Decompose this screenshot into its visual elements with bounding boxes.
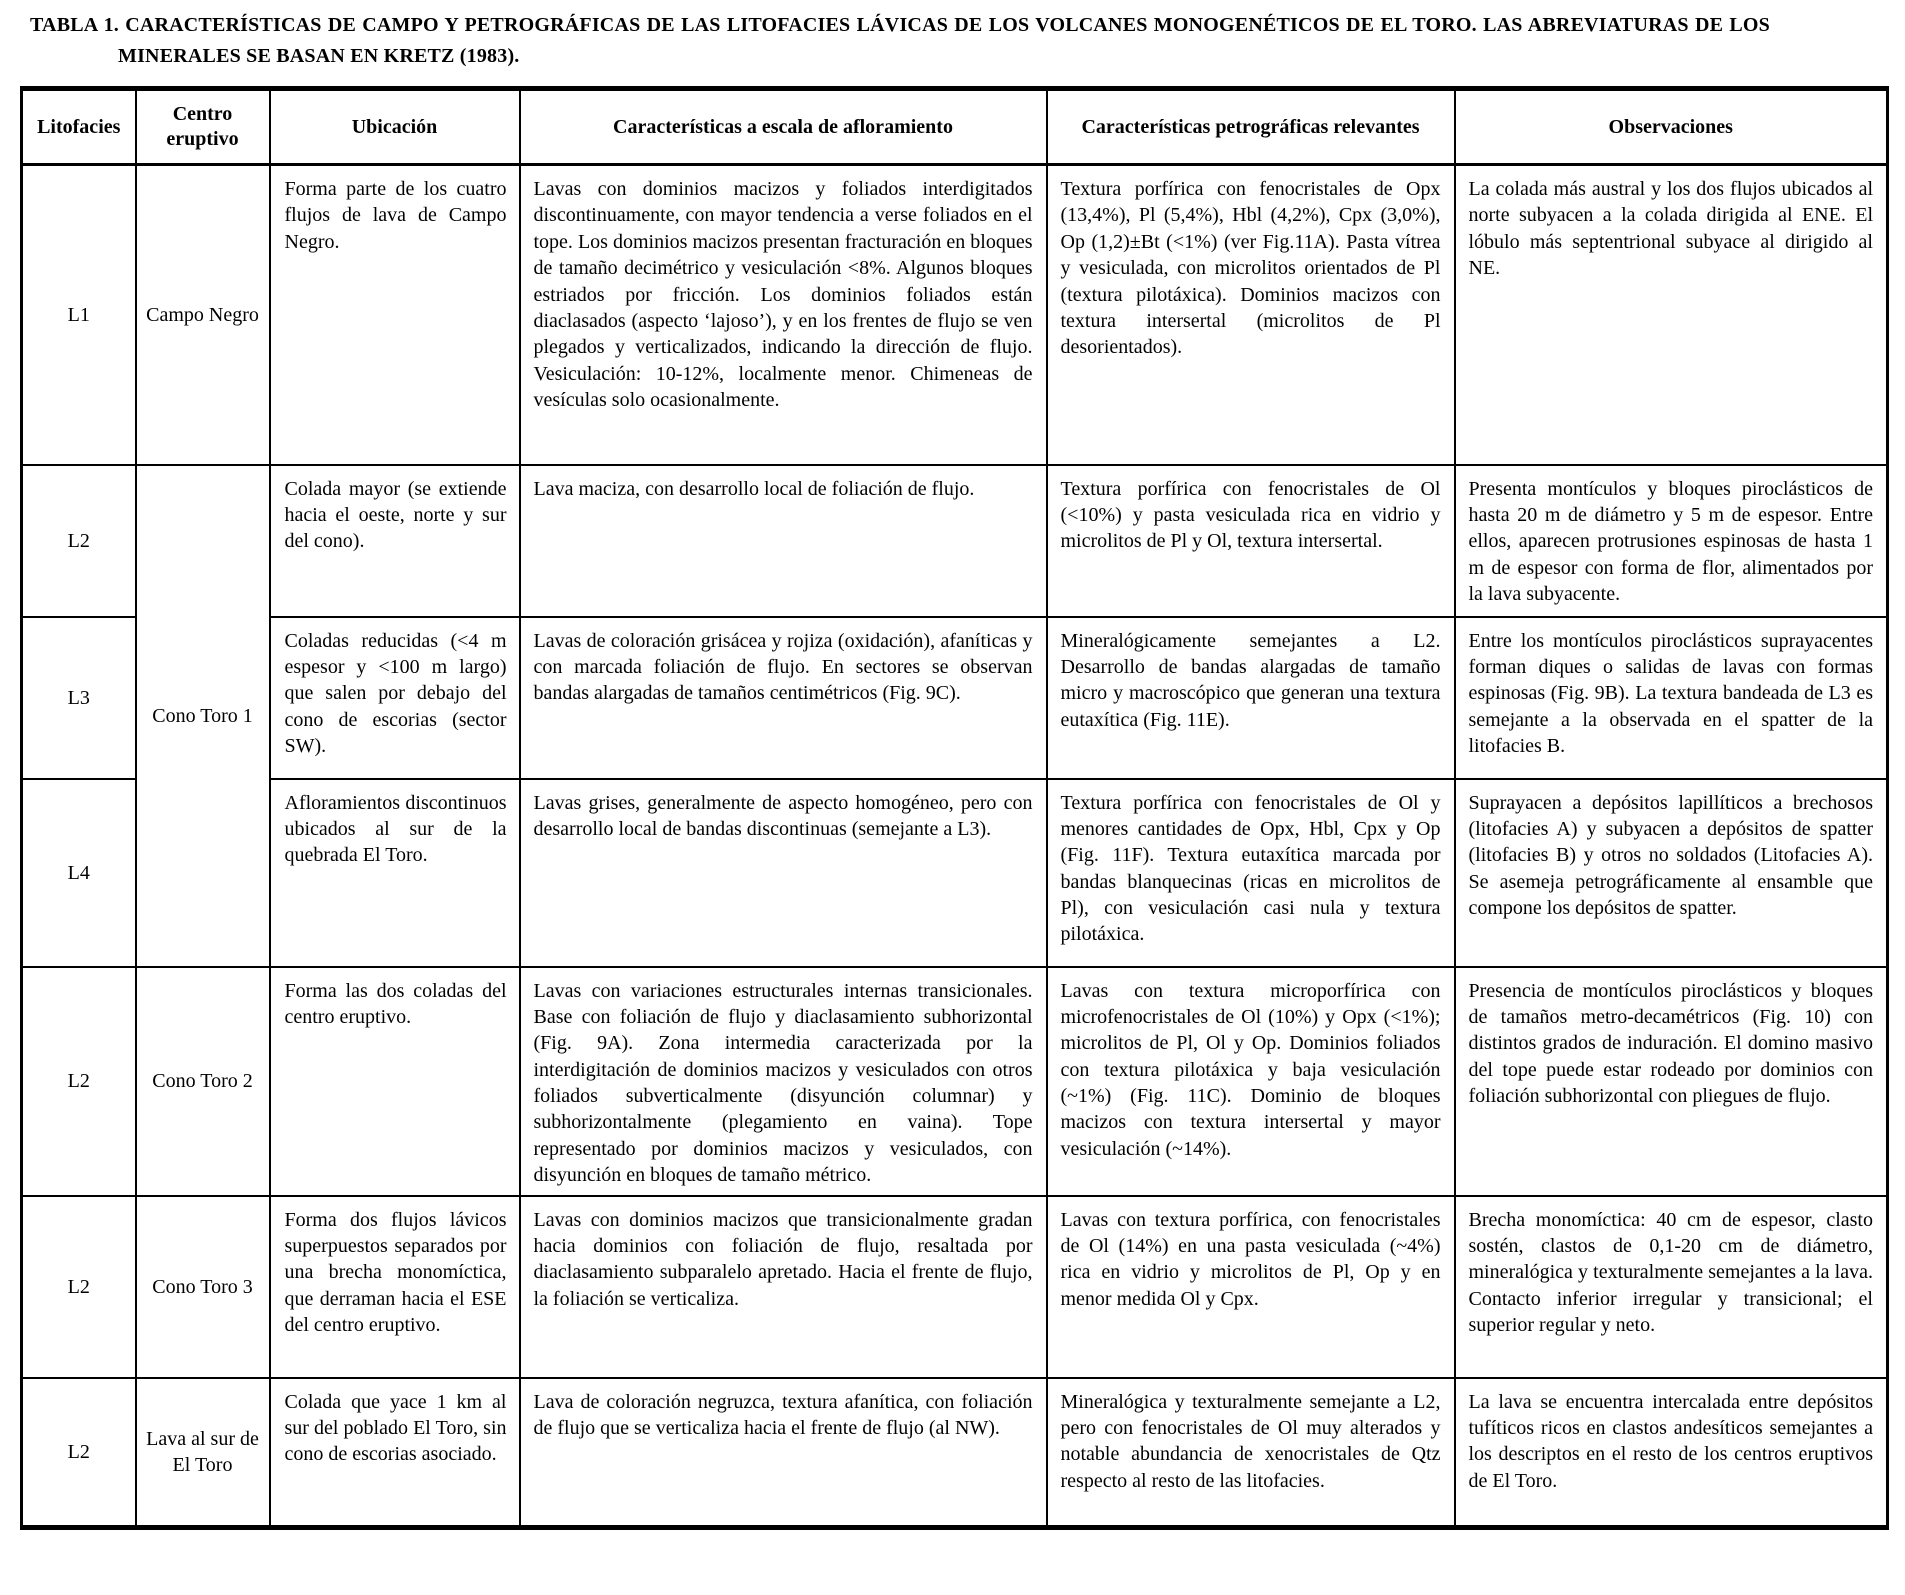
cell-observaciones: Brecha monomíctica: 40 cm de espesor, clasto sostén, clastos de 0,1-20 cm de diámetro, mineralógica y texturalmente semejantes a la lava. Contacto inferior irregular y transicional; el superior regular y neto. xyxy=(1455,1196,1888,1378)
cell-observaciones: Entre los montículos piroclásticos suprayacentes forman diques o salidas de lavas con formas espinosas (Fig. 9B). La textura bandeada de L3 es semejante a la observada en el spatter de la litofacies B. xyxy=(1455,617,1888,779)
cell-litofacies: L2 xyxy=(22,967,136,1196)
cell-ubicacion: Forma parte de los cuatro flujos de lava de Campo Negro. xyxy=(270,165,520,465)
cell-petrografia: Mineralógica y texturalmente semejante a L2, pero con fenocristales de Ol muy alterados y notable abundancia de xenocristales de Qtz respecto al resto de las litofacies. xyxy=(1047,1378,1455,1528)
header-observaciones: Observaciones xyxy=(1455,89,1888,165)
header-afloramiento: Características a escala de afloramiento xyxy=(520,89,1047,165)
header-petrograficas: Características petrográficas relevantes xyxy=(1047,89,1455,165)
cell-afloramiento: Lavas de coloración grisácea y rojiza (oxidación), afaníticas y con marcada foliación de flujo. En sectores se observan bandas alargadas de tamaños centimétricos (Fig. 9C). xyxy=(520,617,1047,779)
cell-afloramiento: Lavas grises, generalmente de aspecto homogéneo, pero con desarrollo local de bandas discontinuas (semejante a L3). xyxy=(520,779,1047,967)
cell-petrografia: Textura porfírica con fenocristales de Opx (13,4%), Pl (5,4%), Hbl (4,2%), Cpx (3,0%), Op (1,2)±Bt (<1%) (ver Fig.11A). Pasta vítrea y vesiculada, con microlitos orientados de Pl (textura pilotáxica). Dominios macizos con textura intersertal (microlitos de Pl desorientados). xyxy=(1047,165,1455,465)
table-row-l1-campo-negro xyxy=(22,165,1888,465)
cell-litofacies: L2 xyxy=(22,1196,136,1378)
table-row-l2-lava-sur xyxy=(22,1378,1888,1528)
litofacies-table xyxy=(20,86,1889,1530)
cell-litofacies: L2 xyxy=(22,1378,136,1528)
cell-petrografia: Lavas con textura microporfírica con microfenocristales de Ol (10%) y Opx (<1%); microlitos de Pl, Ol y Op. Dominios foliados con textura pilotáxica y baja vesiculación (~1%) (Fig. 11C). Dominio de bloques macizos con textura intersertal y mayor vesiculación (~14%). xyxy=(1047,967,1455,1196)
cell-afloramiento: Lavas con dominios macizos y foliados interdigitados discontinuamente, con mayor tendencia a verse foliados en el tope. Los dominios macizos presentan fracturación en bloques de tamaño decimétrico y vesiculación <8%. Algunos bloques estriados por fricción. Los dominios foliados están diaclasados (aspecto ‘lajoso’), y en los frentes de flujo se ven plegados y verticalizados, indicando la dirección de flujo. Vesiculación: 10-12%, localmente menor. Chimeneas de vesículas solo ocasionalmente. xyxy=(520,165,1047,465)
cell-observaciones: La colada más austral y los dos flujos ubicados al norte subyacen a la colada dirigida al ENE. El lóbulo más septentrional subyace al dirigido al NE. xyxy=(1455,165,1888,465)
table-row-l2-cono-toro-2 xyxy=(22,967,1888,1196)
cell-afloramiento: Lavas con dominios macizos que transicionalmente gradan hacia dominios con foliación de flujo, resaltada por diaclasamiento subparalelo apretado. Hacia el frente de flujo, la foliación se verticaliza. xyxy=(520,1196,1047,1378)
cell-ubicacion: Forma las dos coladas del centro eruptivo. xyxy=(270,967,520,1196)
header-ubicacion: Ubicación xyxy=(270,89,520,165)
cell-litofacies: L3 xyxy=(22,617,136,779)
cell-centro-eruptivo: Cono Toro 1 xyxy=(136,465,270,967)
header-litofacies: Litofacies xyxy=(22,89,136,165)
table-row-l2-cono-toro-3 xyxy=(22,1196,1888,1378)
header-row xyxy=(22,89,1888,165)
cell-litofacies: L1 xyxy=(22,165,136,465)
cell-afloramiento: Lava de coloración negruzca, textura afanítica, con foliación de flujo que se verticaliza hacia el frente de flujo (al NW). xyxy=(520,1378,1047,1528)
cell-observaciones: Presencia de montículos piroclásticos y bloques de tamaños metro-decamétricos (Fig. 10) con distintos grados de induración. El domino masivo del tope puede estar rodeado por dominios con foliación subhorizontal con pliegues de flujo. xyxy=(1455,967,1888,1196)
cell-ubicacion: Colada que yace 1 km al sur del poblado El Toro, sin cono de escorias asociado. xyxy=(270,1378,520,1528)
cell-ubicacion: Afloramientos discontinuos ubicados al sur de la quebrada El Toro. xyxy=(270,779,520,967)
cell-petrografia: Lavas con textura porfírica, con fenocristales de Ol (14%) en una pasta vesiculada (~4%) rica en vidrio y microlitos de Pl, Op y en menor medida Ol y Cpx. xyxy=(1047,1196,1455,1378)
table-row-l3-cono-toro-1 xyxy=(22,617,1888,779)
cell-ubicacion: Forma dos flujos lávicos superpuestos separados por una brecha monomíctica, que derraman hacia el ESE del centro eruptivo. xyxy=(270,1196,520,1378)
header-centro-eruptivo: Centro eruptivo xyxy=(136,89,270,165)
cell-centro-eruptivo: Cono Toro 2 xyxy=(136,967,270,1196)
cell-petrografia: Mineralógicamente semejantes a L2. Desarrollo de bandas alargadas de tamaño micro y macroscópico que generan una textura eutaxítica (Fig. 11E). xyxy=(1047,617,1455,779)
cell-litofacies: L4 xyxy=(22,779,136,967)
cell-centro-eruptivo: Lava al sur de El Toro xyxy=(136,1378,270,1528)
cell-litofacies: L2 xyxy=(22,465,136,617)
cell-observaciones: Suprayacen a depósitos lapillíticos a brechosos (litofacies A) y subyacen a depósitos de spatter (litofacies B) y otros no soldados (Litofacies A). Se asemeja petrográficamente al ensamble que compone los depósitos de spatter. xyxy=(1455,779,1888,967)
cell-afloramiento: Lava maciza, con desarrollo local de foliación de flujo. xyxy=(520,465,1047,617)
table-row-l2-cono-toro-1 xyxy=(22,465,1888,617)
cell-petrografia: Textura porfírica con fenocristales de Ol y menores cantidades de Opx, Hbl, Cpx y Op (Fig. 11F). Textura eutaxítica marcada por bandas blanquecinas (ricas en microlitos de Pl), con vesiculación casi nula y textura pilotáxica. xyxy=(1047,779,1455,967)
cell-centro-eruptivo: Campo Negro xyxy=(136,165,270,465)
cell-ubicacion: Coladas reducidas (<4 m espesor y <100 m largo) que salen por debajo del cono de escorias (sector SW). xyxy=(270,617,520,779)
cell-afloramiento: Lavas con variaciones estructurales internas transicionales. Base con foliación de flujo y diaclasamiento subhorizontal (Fig. 9A). Zona intermedia caracterizada por la interdigitación de dominios macizos y vesiculados con otros foliados subverticalmente (disyunción columnar) y subhorizontalmente (plegamiento en vaina). Tope representado por dominios macizos y vesiculados, con disyunción en bloques de tamaño métrico. xyxy=(520,967,1047,1196)
cell-centro-eruptivo: Cono Toro 3 xyxy=(136,1196,270,1378)
table-row-l4-cono-toro-1 xyxy=(22,779,1888,967)
cell-observaciones: La lava se encuentra intercalada entre depósitos tufíticos ricos en clastos andesíticos semejantes a los descriptos en el resto de los centros eruptivos de El Toro. xyxy=(1455,1378,1888,1528)
cell-ubicacion: Colada mayor (se extiende hacia el oeste, norte y sur del cono). xyxy=(270,465,520,617)
table-title: TABLA 1. CARACTERÍSTICAS DE CAMPO Y PETROGRÁFICAS DE LAS LITOFACIES LÁVICAS DE LOS VOLCANES MONOGENÉTICOS DE EL TORO. LAS ABREVIATURAS DE LOS MINERALES SE BASAN EN KRETZ (1983). xyxy=(30,14,1770,67)
cell-observaciones: Presenta montículos y bloques piroclásticos de hasta 20 m de diámetro y 5 m de espesor. Entre ellos, aparecen protrusiones espinosas de hasta 1 m de espesor con forma de flor, alimentados por la lava subyacente. xyxy=(1455,465,1888,617)
cell-petrografia: Textura porfírica con fenocristales de Ol (<10%) y pasta vesiculada rica en vidrio y microlitos de Pl y Ol, textura intersertal. xyxy=(1047,465,1455,617)
